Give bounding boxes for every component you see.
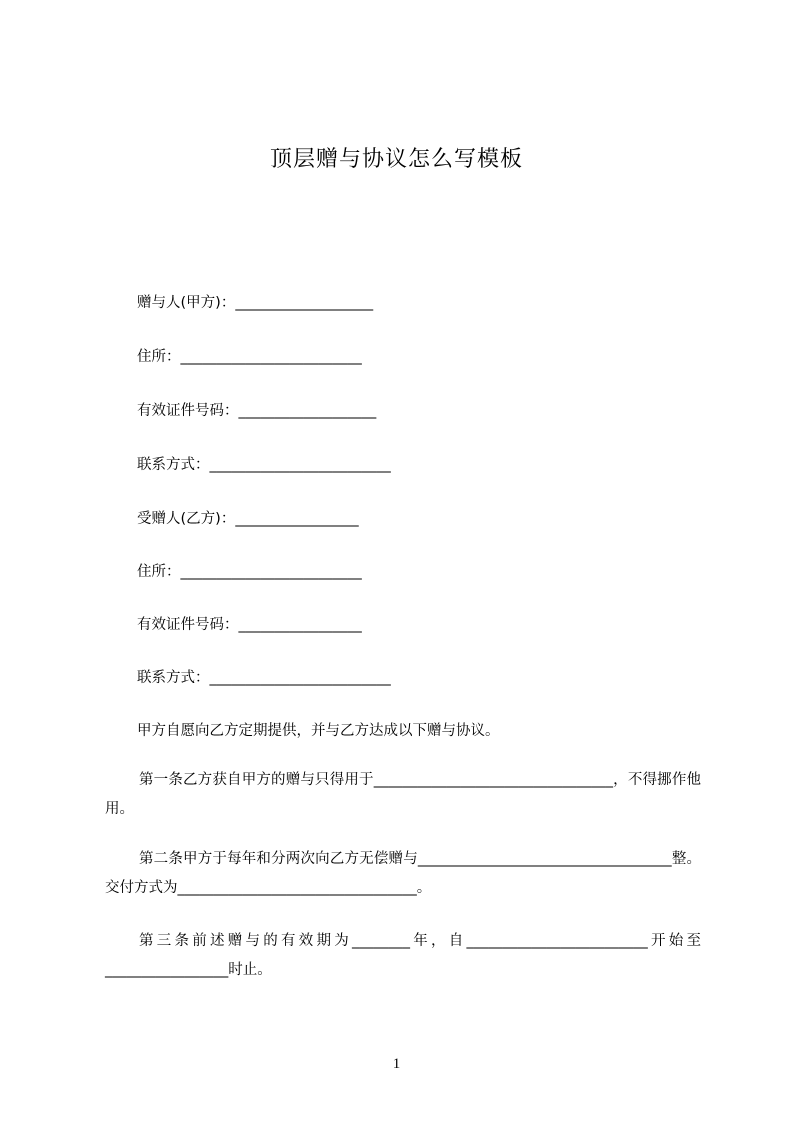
donee-contact-line: 联系方式：_________________________ [137,670,391,686]
donor-name-line: 赠与人(甲方)：___________________ [137,295,374,311]
article-1: 第一条乙方获自甲方的赠与只得用于_________________________________，不得挪作他用。 [105,772,701,817]
page-number: 1 [392,1056,401,1072]
document-title: 顶层赠与协议怎么写模板 [269,147,523,172]
donee-id-line: 有效证件号码：_________________ [137,617,362,633]
article-2: 第二条甲方于每年和分两次向乙方无偿赠与___________________________________整。交付方式为_________________________________。 [105,851,701,896]
donor-contact-line: 联系方式：_________________________ [137,457,391,473]
donee-name-line: 受赠人(乙方)：_________________ [137,511,359,527]
intro-paragraph: 甲方自愿向乙方定期提供，并与乙方达成以下赠与协议。 [137,723,500,739]
article-3: 第三条前述赠与的有效期为________年，自_________________________开始至_________________时止。 [105,933,701,978]
donor-id-line: 有效证件号码：___________________ [137,403,377,419]
donor-address-line: 住所：_________________________ [137,349,362,365]
donee-address-line: 住所：_________________________ [137,564,362,580]
